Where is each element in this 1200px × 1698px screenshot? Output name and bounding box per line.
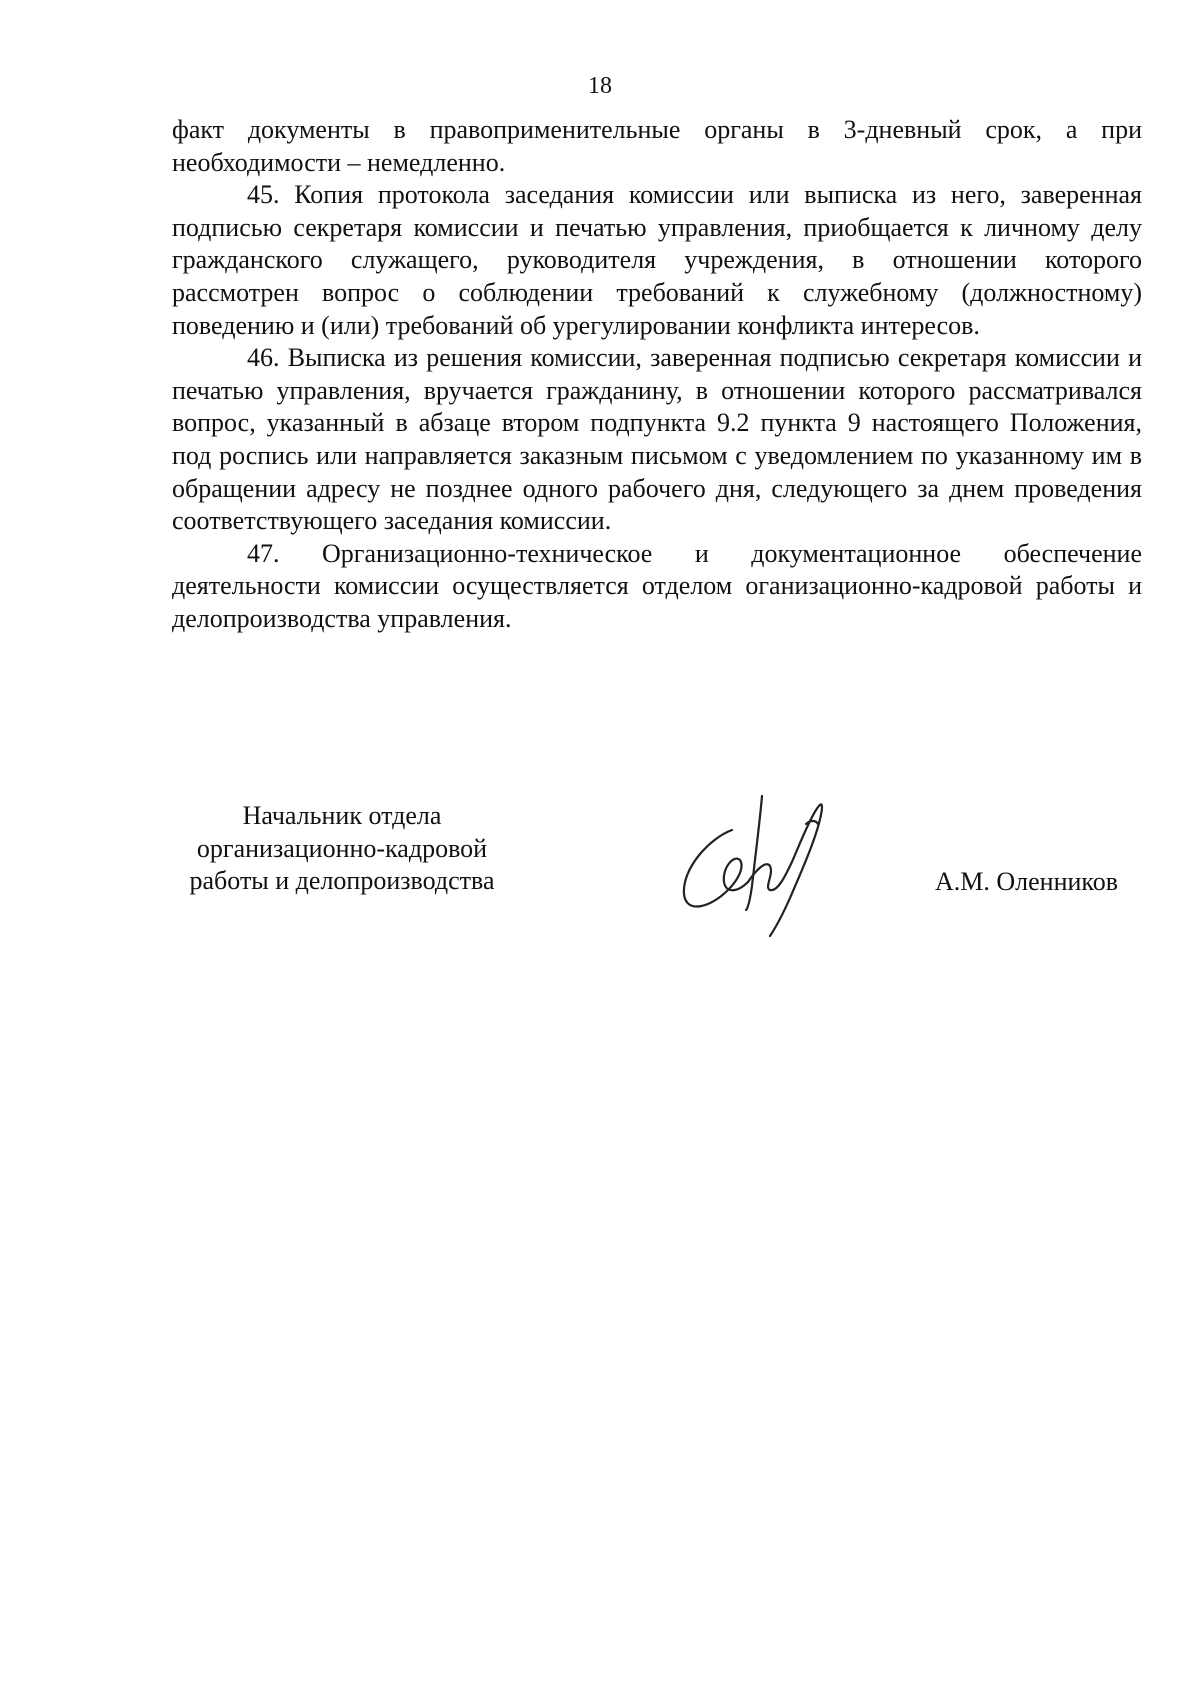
signer-position-line: организационно-кадровой [196,833,488,863]
paragraph-46: 46. Выписка из решения комиссии, заверенная подписью секретаря комиссии и печатью управления, вручается гражданину, в отношении которого рассматривался вопрос, указанный в абзаце втором подпункта 9.2 пункта 9 настоящего Положения, под роспись или направляется заказным письмом с уведомлением по указанному им в обращении адресу не позднее одного рабочего дня, следующего за днем проведения соответствующего заседания комиссии. [172,343,1142,536]
document-body [172,114,1142,636]
paragraph-47: 47. Организационно-техническое и документационное обеспечение деятельности комиссии осуществляется отделом оганизационно-кадровой работы и делопроизводства управления. [172,538,1142,633]
page-number: 18 [588,73,612,99]
paragraph-45: 45. Копия протокола заседания комиссии или выписка из него, заверенная подписью секретаря комиссии и печатью управления, приобщается к личному делу гражданского служащего, руководителя учреждения, в отношении которого рассмотрен вопрос о соблюдении требований к служебному (должностному) поведению и (или) требований об урегулировании конфликта интересов. [172,180,1142,340]
signer-position-line: Начальник отдела [242,801,442,830]
handwritten-signature-icon [670,790,850,940]
signer-position [172,800,512,898]
signer-position-line: работы и делопроизводства [189,866,495,896]
signer-name: А.М. Оленников [935,867,1119,896]
paragraph-continuation: факт документы в правоприменительные органы в 3-дневный срок, а при необходимости – немедленно. [172,115,1142,177]
